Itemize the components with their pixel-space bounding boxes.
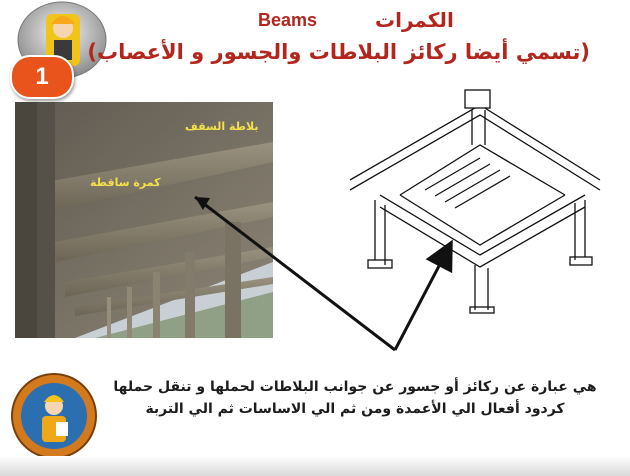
slide-number-badge: 1 [10,55,74,99]
beam-structure-drawing [330,85,610,315]
description-line-1: هي عبارة عن ركائز أو جسور عن جوانب البلاطات لحملها و تنقل حملها [113,379,597,395]
engineer-emblem-icon [10,372,98,460]
slab-label: بلاطة السقف [185,120,259,133]
title-english: Beams [258,10,318,30]
footer-band [0,456,630,476]
description-line-2: كردود أفعال الي الأعمدة ومن ثم الي الاساسات ثم الي التربة [145,401,565,417]
beam-description [100,376,610,420]
beam-photo [15,102,273,338]
title-arabic: الكمرات [375,8,454,32]
subtitle: (تسمي أيضا ركائز البلاطات والجسور و الأعصاب) [87,40,590,64]
beam-label: كمرة ساقطة [90,176,161,189]
